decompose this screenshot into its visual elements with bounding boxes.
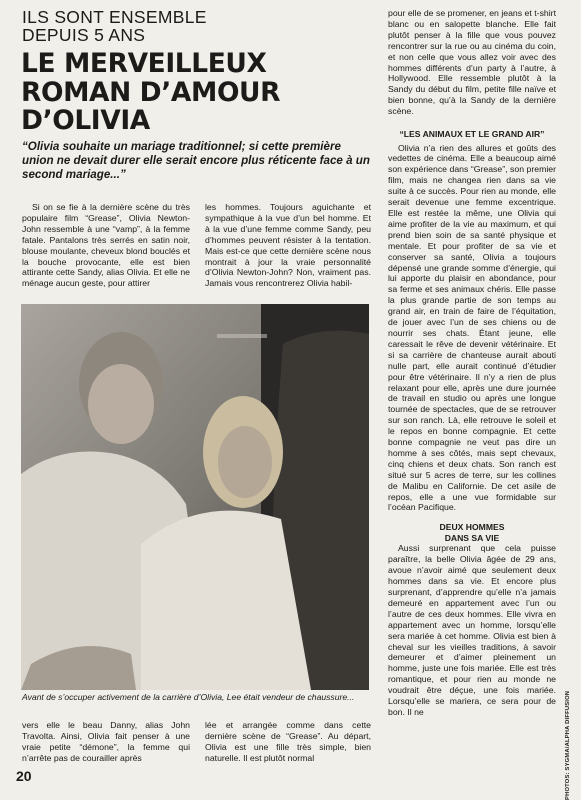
article-headline (21, 50, 364, 136)
body-column-1-text: Si on se fie à la dernière scène du très populaire film “Grease”, Olivia Newton-John ressemble à une “vamp”, à la femme fatale. Pantalons très serrés en satin noir, blouse moulante, cheveux blond bouclés et la bouche provocante, elle est bien attirante cette Sandy, alias Olivia. Et elle ne ménage aucun geste, pour attirer (22, 202, 190, 289)
article-deck-quote: “Olivia souhaite un mariage traditionnel; si cette première union ne devait durer elle serait encore plus réticente face à un second mariage...” (22, 140, 370, 182)
man-face (88, 364, 154, 444)
body-column-3 (388, 8, 556, 718)
woman-face (218, 426, 272, 498)
kicker-line-1: ILS SONT ENSEMBLE (22, 7, 207, 27)
couple-photo-illustration (21, 304, 369, 690)
column-3-paragraph-2: Olivia n’a rien des allures et goûts des vedettes de cinéma. Elle a beaucoup aimé son expérience dans “Grease”, son premier film, mais ne changea rien dans sa vie suite à ce succès. Pour rien au monde, elle serait devenue une femme excentrique. Elle est restée la même, une Olivia qui aime profiter de la vie au maximum, et qui prend bien soin de sa santé physique et mentale. Et pour profiter de sa vie et conserver sa santé, Olivia a toujours dépensé une grande somme d’énergie, qui lui apporte du plaisir en abondance, pour sa ferme et ses animaux chéris. Elle passe la plus grande partie de son temps au grand air, en train de faire de l’équitation, de jouer avec l’un de ses chiens ou de nourrir ses chats. Étant jeune, elle caressait le rêve de devenir vétérinaire. Et si sa carrière de chanteuse aurait abouti nulle part, elle aurait continué d’étudier pour être vétérinaire. Il n’y a rien de plus relaxant pour elle, après une dure journée de travail en studio ou après une longue tournée de spectacles, que de se retrouver sur son ranch. Là, elle retrouve le soleil et le repos en bonne compagnie. Et cette bonne compagnie ne veut pas dire un homme à ses côtés, mais sept chevaux, cinq chiens et deux chats. Son ranch est situé sur 5 acres de terre, sur les collines de Malibu en Californie. De cet asile de repos, elle a une vue formidable sur l’océan Pacifique. (388, 142, 556, 513)
photo-credit (565, 690, 575, 800)
photo-caption: Avant de s’occuper activement de la carrière d’Olivia, Lee était vendeur de chaussure... (22, 692, 355, 702)
headline-line-1: LE MERVEILLEUX (21, 48, 267, 79)
subhead-deux-hommes-line-2: DANS SA VIE (444, 532, 500, 543)
bottom-column-1-text: vers elle le beau Danny, alias John Travolta. Ainsi, Olivia fait penser à une vraie petite “démone”, la femme qui n’arrête pas de courailler après (22, 720, 190, 763)
subhead-deux-hommes-line-1: DEUX HOMMES (439, 522, 505, 533)
headline-line-2: ROMAN D’AMOUR (21, 76, 281, 108)
article-kicker (22, 8, 372, 44)
bottom-column-2-text: lée et arrangée comme dans cette dernière scène de “Grease”. Au départ, Olivia est une fille très simple, bien naturelle. Il est plutôt normal (205, 720, 371, 763)
column-3-paragraph-3: Aussi surprenant que cela puisse paraître, la belle Olivia âgée de 29 ans, avoue n’avoir aimé que seulement deux hommes dans sa vie. Et encore plus surprenant, d’apprendre qu’elle n’a jamais demeuré en appartement avec l’un ou l’autre de ces deux hommes. Elle vivra en appartement avec un homme, lorsqu’elle sera mariée à cet homme. Olivia est bien à cheval sur les vieilles traditions, à savoir demeurer et d’aimer pleinement un homme, juste une fois mariée. Elle est très romantique, et pour rien au monde ne voudrait être déçue, une fois mariée. Lorsqu’elle se mariera, ce sera pour de bon. Il ne (388, 543, 556, 717)
wall-highlight (217, 334, 267, 338)
photo-credit-text: PHOTOS: SYGMA/ALPHA DIFFUSION (565, 690, 571, 800)
column-3-paragraph-1: pour elle de se promener, en jeans et t-shirt blanc ou en salopette blanche. Elle fait plutôt penser à la fille que vous pouvez rencontrer sur la rue ou au cinéma du coin, et non celle que vous allez voir avec des hommes différents d’un party à l’autre, à Hollywood. Elle ressemble plutôt à la Sandy du début du film, petite fille naïve et bien bonne, qu’à la Sandy de la dernière scène. (388, 8, 556, 117)
page-number: 20 (16, 768, 32, 784)
headline-line-3: D’OLIVIA (21, 105, 150, 136)
subhead-deux-hommes (388, 522, 556, 543)
couple-photo (21, 304, 369, 690)
kicker-line-2: DEPUIS 5 ANS (22, 25, 146, 45)
subhead-animaux: “LES ANIMAUX ET LE GRAND AIR” (399, 129, 545, 140)
body-column-2-text: les hommes. Toujours aguichante et sympathique à la vue d’un bel homme. Et à la vue d’une femme comme Sandy, peu d’hommes peuvent résister à la tentation. Mais est-ce que cette dernière scène nous montrait à jour la vraie personnalité d’Olivia Newton-John? Non, vraiment pas. Jamais vous rencontrerez Olivia habil- (205, 202, 371, 289)
